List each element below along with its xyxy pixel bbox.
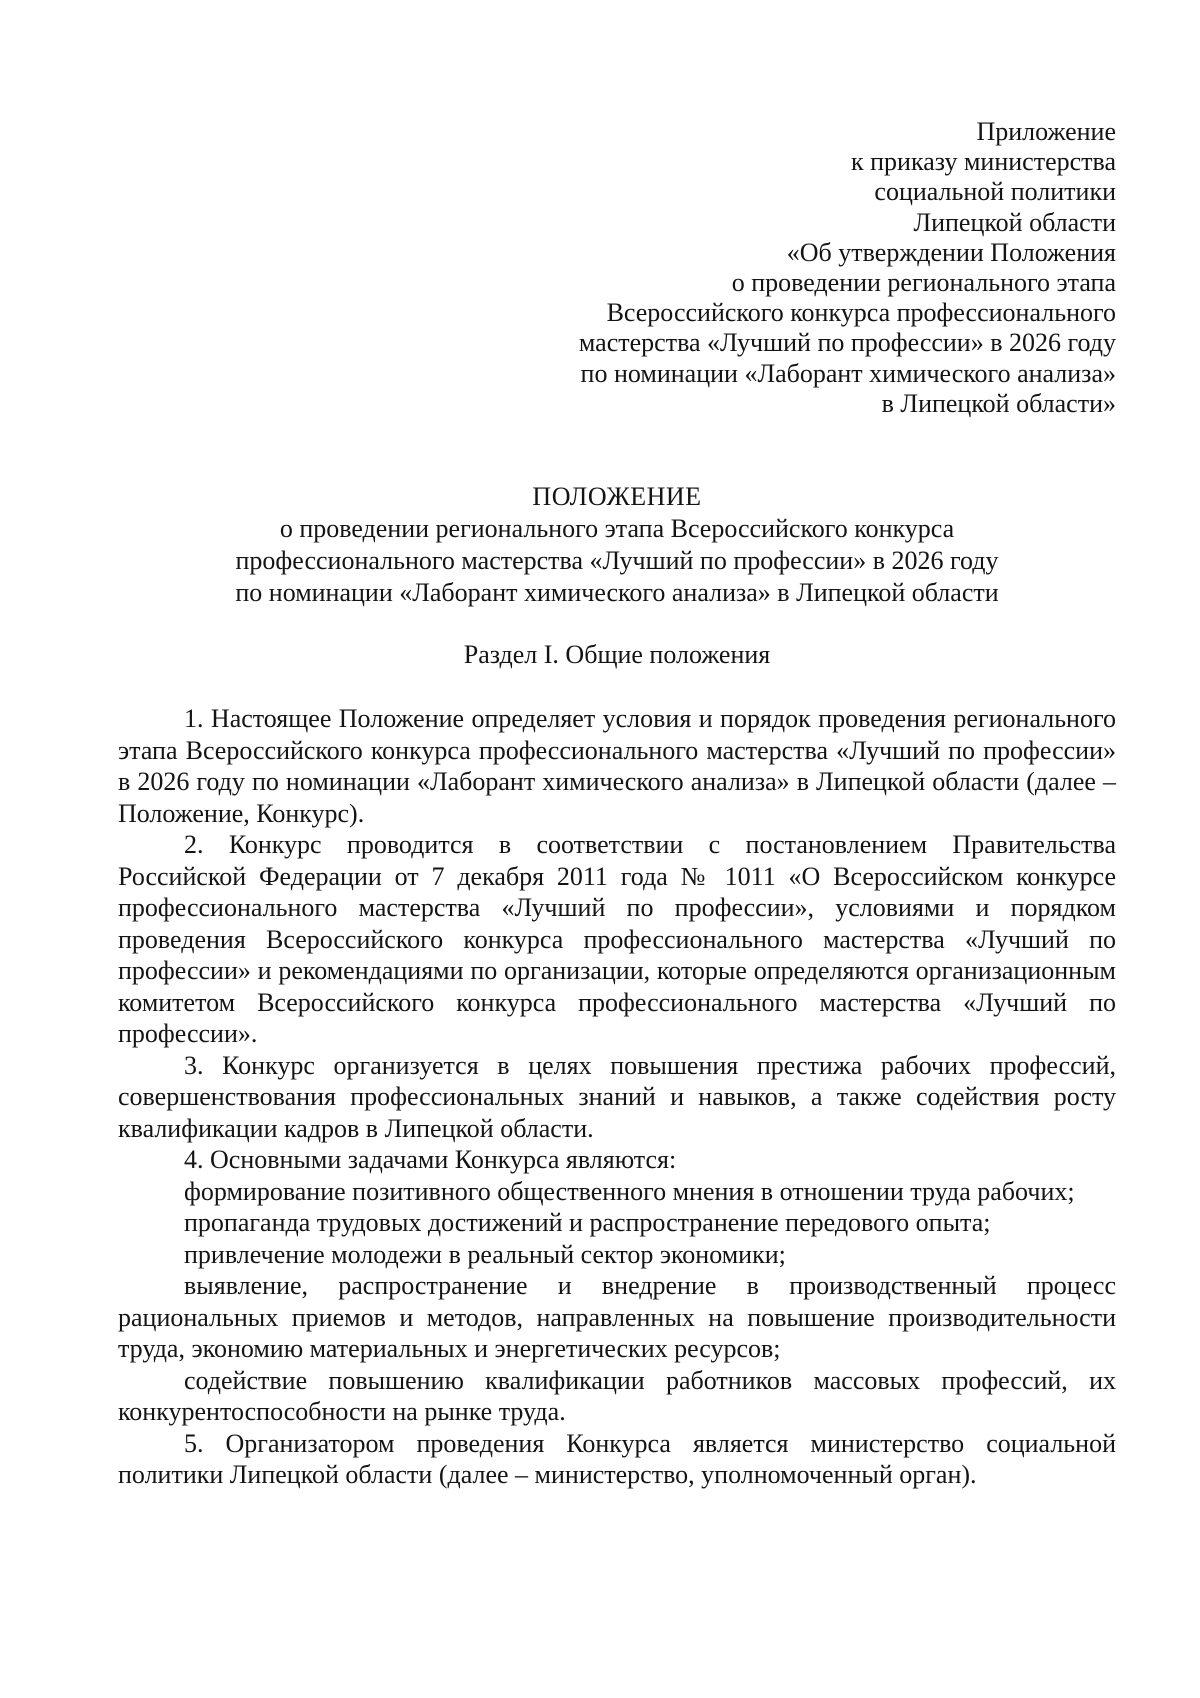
- appendix-line: к приказу министерства: [851, 147, 1116, 177]
- task-list-item: формирование позитивного общественного мнения в отношении труда рабочих;: [184, 1176, 1075, 1206]
- appendix-block: [118, 117, 1116, 419]
- document-title: ПОЛОЖЕНИЕ: [532, 482, 702, 512]
- document-subtitle-line: о проведении регионального этапа Всероссийского конкурса: [279, 514, 955, 544]
- appendix-line: по номинации «Лаборант химического анализа»: [580, 358, 1116, 388]
- document-subtitle-line: по номинации «Лаборант химического анализа» в Липецкой области: [235, 578, 999, 608]
- appendix-line: «Об утверждении Положения: [786, 237, 1116, 267]
- paragraph: 4. Основными задачами Конкурса являются:: [184, 1145, 677, 1175]
- appendix-line: Приложение: [976, 117, 1116, 146]
- document-subtitle-line: профессионального мастерства «Лучший по профессии» в 2026 году: [235, 546, 999, 576]
- task-list-item: содействие повышению квалификации работников массовых профессий, их конкурентоспособности на рынке труда.: [118, 1365, 1116, 1427]
- task-list-item: привлечение молодежи в реальный сектор экономики;: [184, 1239, 786, 1269]
- paragraph: 1. Настоящее Положение определяет условия и порядок проведения регионального этапа Всероссийского конкурса профессионального мастерства «Лучший по профессии» в 2026 году по номинации «Лаборант химического анализа» в Липецкой области (далее – Положение, Конкурс).: [118, 704, 1116, 828]
- appendix-line: о проведении регионального этапа: [731, 268, 1116, 298]
- appendix-line: мастерства «Лучший по профессии» в 2026 году: [578, 328, 1116, 358]
- paragraph: 5. Организатором проведения Конкурса является министерство социальной политики Липецкой области (далее – министерство, уполномоченный орган).: [118, 1428, 1116, 1490]
- appendix-line: Липецкой области: [913, 207, 1116, 237]
- appendix-line: в Липецкой области»: [881, 388, 1116, 418]
- paragraph: 2. Конкурс проводится в соответствии с постановлением Правительства Российской Федерации от 7 декабря 2011 года № 1011 «О Всероссийском конкурсе профессионального мастерства «Лучший по профессии», условиями и порядком проведения Всероссийского конкурса профессионального мастерства «Лучший по профессии» и рекомендациями по организации, которые определяются организационным комитетом Всероссийского конкурса профессионального мастерства «Лучший по профессии».: [118, 830, 1116, 1049]
- appendix-line: Всероссийского конкурса профессионального: [606, 298, 1116, 328]
- document-body: [118, 703, 1116, 1491]
- document-title-block: [118, 481, 1116, 609]
- section-heading: Раздел I. Общие положения: [463, 640, 771, 670]
- task-list-item: пропаганда трудовых достижений и распространение передового опыта;: [184, 1208, 991, 1238]
- paragraph: 3. Конкурс организуется в целях повышения престижа рабочих профессий, совершенствования профессиональных знаний и навыков, а также содействия росту квалификации кадров в Липецкой области.: [118, 1050, 1116, 1143]
- appendix-line: социальной политики: [874, 177, 1116, 207]
- task-list-item: выявление, распространение и внедрение в производственный процесс рациональных приемов и методов, направленных на повышение производительности труда, экономию материальных и энергетических ресурсов;: [118, 1271, 1116, 1364]
